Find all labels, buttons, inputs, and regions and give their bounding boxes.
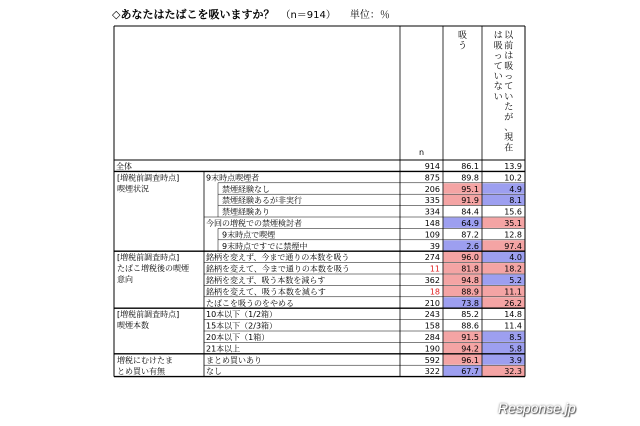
row-label: 9末時点ですでに禁煙中 <box>222 241 308 251</box>
row-n-value: 11 <box>429 264 440 274</box>
row-smoke-value: 94.8 <box>461 276 479 285</box>
row-smoke-value: 84.4 <box>461 207 479 217</box>
row-smoke-value: 96.0 <box>461 253 479 263</box>
table-title: ◇あなたはたばこを吸いますか？ <box>112 8 275 21</box>
row-smoke-value: 91.5 <box>461 333 479 342</box>
row-label: 20本以下（1箱） <box>206 333 270 342</box>
row-label: 15本以下（2/3箱） <box>206 321 278 331</box>
row-former-value: 14.8 <box>504 310 522 320</box>
row-smoke-value: 85.2 <box>461 310 479 320</box>
row-n-value: 334 <box>424 207 440 217</box>
row-former-value: 8.5 <box>509 333 522 342</box>
row-n-value: 274 <box>424 253 440 263</box>
row-label: 今回の増税での禁煙検討者 <box>206 219 302 228</box>
row-former-value: 4.9 <box>509 184 522 194</box>
row-n-value: 875 <box>424 173 440 183</box>
row-n-value: 109 <box>424 230 440 240</box>
row-label: 銘柄を変えて、今まで通りの本数を吸う <box>206 264 350 274</box>
row-n-value: 592 <box>424 355 440 365</box>
row-n-value: 39 <box>429 241 440 251</box>
row-former-value: 35.1 <box>504 219 522 228</box>
group-label: [増税前調査時点]たばこ増税後の喫煙意向 <box>117 253 189 285</box>
row-label: 21本以上 <box>206 344 241 354</box>
row-label: 9末時点で喫煙 <box>222 230 276 240</box>
column-header-former: 以前は吸っていたが、現在は吸っていない <box>493 31 514 154</box>
row-former-value: 32.3 <box>504 367 522 377</box>
row-n-value: 18 <box>429 287 440 297</box>
row-label: 銘柄を変えず、吸う本数を減らす <box>206 276 326 285</box>
row-former-value: 5.8 <box>509 344 522 354</box>
row-label: 禁煙経験なし <box>222 184 270 194</box>
row-smoke-value: 91.9 <box>461 196 479 206</box>
row-smoke-value: 81.8 <box>461 264 479 274</box>
row-smoke-value: 73.8 <box>461 298 479 308</box>
row-n-value: 158 <box>424 321 440 331</box>
row-n-value: 148 <box>424 219 440 228</box>
row-former-value: 3.9 <box>509 355 522 365</box>
row-n-value: 335 <box>424 196 440 206</box>
row-smoke-value: 87.2 <box>461 230 479 240</box>
sample-size-label: （n＝914） <box>280 10 336 21</box>
row-n-value: 190 <box>424 344 440 354</box>
column-header-smoke: 吸う <box>457 31 468 52</box>
row-n-value: 322 <box>424 367 440 377</box>
row-label: たばこを吸うのをやめる <box>206 298 294 308</box>
unit-label: 単位：％ <box>349 10 390 21</box>
row-former-value: 13.9 <box>504 162 522 171</box>
row-n-value: 284 <box>424 333 440 342</box>
row-smoke-value: 88.9 <box>461 287 479 297</box>
row-label: まとめ買いあり <box>206 355 262 365</box>
row-former-value: 8.1 <box>509 196 522 206</box>
row-smoke-value: 2.6 <box>466 241 479 251</box>
row-former-value: 18.2 <box>504 264 522 274</box>
total-row-label: 全体 <box>116 162 132 171</box>
row-label: 銘柄を変えて、吸う本数を減らす <box>206 287 326 297</box>
row-n-value: 206 <box>424 184 440 194</box>
row-label: なし <box>206 367 222 377</box>
row-n-value: 914 <box>424 162 440 171</box>
row-label: 禁煙経験あるが非実行 <box>222 196 302 206</box>
row-label: 禁煙経験あり <box>222 207 270 217</box>
row-smoke-value: 95.1 <box>461 184 479 194</box>
group-label: [増税前調査時点]喫煙状況 <box>117 173 180 194</box>
group-label: 増税にむけたまとめ買い有無 <box>117 355 173 376</box>
row-former-value: 11.4 <box>504 321 522 331</box>
row-smoke-value: 67.7 <box>461 367 479 377</box>
row-former-value: 4.0 <box>509 253 522 263</box>
row-label: 9末時点喫煙者 <box>206 173 260 183</box>
row-former-value: 10.2 <box>504 173 522 183</box>
row-former-value: 15.6 <box>504 207 522 217</box>
row-n-value: 210 <box>424 298 440 308</box>
watermark-logo: Response.jp <box>498 400 576 416</box>
row-former-value: 97.4 <box>504 241 522 251</box>
row-smoke-value: 94.2 <box>461 344 479 354</box>
row-former-value: 11.1 <box>504 287 522 297</box>
row-former-value: 26.2 <box>504 298 522 308</box>
row-n-value: 243 <box>424 310 440 320</box>
row-former-value: 5.2 <box>509 276 522 285</box>
group-label: [増税前調査時点]喫煙本数 <box>117 310 180 331</box>
row-smoke-value: 64.9 <box>461 219 479 228</box>
row-former-value: 12.8 <box>504 230 522 240</box>
row-smoke-value: 86.1 <box>461 162 479 171</box>
row-n-value: 362 <box>424 276 440 285</box>
row-smoke-value: 89.8 <box>461 173 479 183</box>
row-smoke-value: 88.6 <box>461 321 479 331</box>
column-header-n: n <box>418 148 425 157</box>
row-label: 銘柄を変えず、今まで通りの本数を吸う <box>206 253 350 263</box>
row-smoke-value: 96.1 <box>461 355 479 365</box>
row-label: 10本以下（1/2箱） <box>206 310 278 320</box>
